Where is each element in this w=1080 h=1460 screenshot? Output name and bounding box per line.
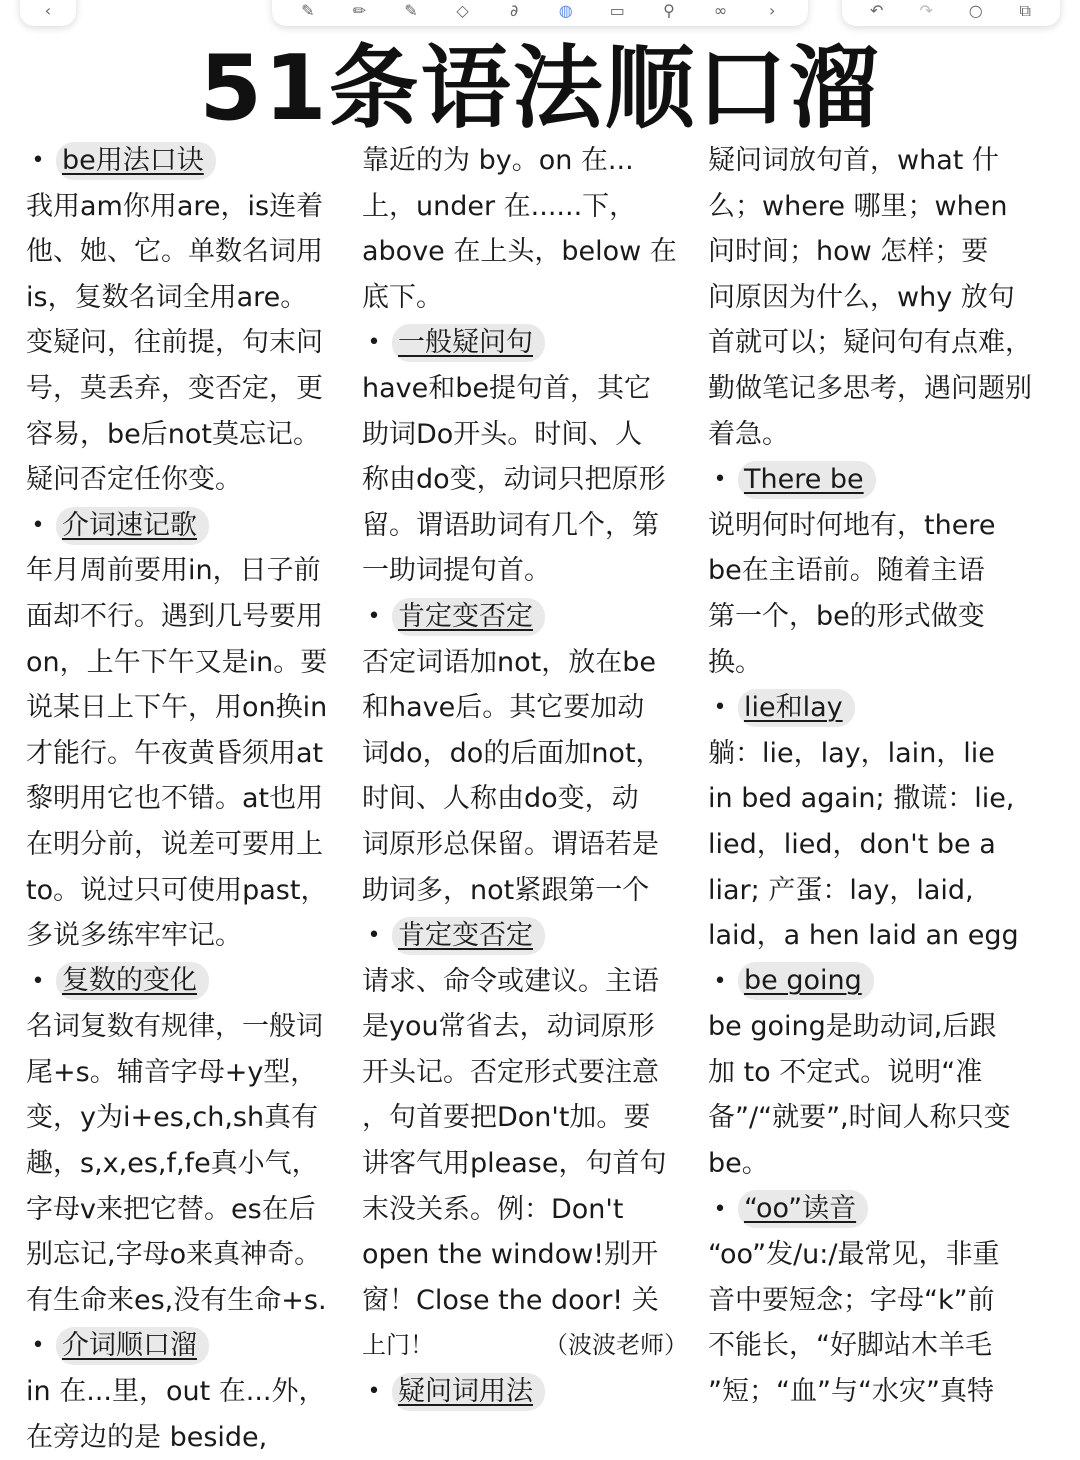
text-line: 开头记。否定形式要注意 <box>362 1056 659 1088</box>
text-line: 有生命来es,没有生命+s. <box>26 1284 327 1316</box>
text-line: 和have后。其它要加动 <box>362 692 645 724</box>
text-line: ”短；“血”与“水灾”真特 <box>708 1376 994 1408</box>
heading-label[interactable]: “oo”读音 <box>738 1190 868 1228</box>
text-line: be。 <box>708 1148 769 1180</box>
pencil-icon[interactable]: ✏ <box>352 1 367 20</box>
heading-label[interactable]: 一般疑问句 <box>392 324 545 362</box>
text-line: on，上午下午又是in。要 <box>26 646 328 678</box>
text-line: “oo”发/u:/最常见，非重 <box>708 1239 1000 1271</box>
text-line: 尾+s。辅音字母+y型， <box>26 1056 318 1088</box>
text-line: 他、她、它。单数名词用 <box>26 236 323 268</box>
heading-label[interactable]: 介词顺口溜 <box>56 1327 209 1365</box>
redo-icon[interactable]: ↷ <box>919 1 933 20</box>
text-line: 变疑问，往前提，句末问 <box>26 327 323 359</box>
text-line: 别忘记,字母o来真神奇。 <box>26 1239 322 1271</box>
section-heading <box>708 959 1068 1005</box>
section-heading <box>362 594 692 640</box>
text-line: 躺：lie，lay，lain，lie <box>708 737 995 769</box>
column-1 <box>26 138 356 1460</box>
bullet-icon: • <box>31 148 45 173</box>
text-line: is，复数名词全用are。 <box>26 281 308 313</box>
heading-label[interactable]: 疑问词用法 <box>392 1373 545 1411</box>
text-line: 讲客气用please，句首句 <box>362 1148 667 1180</box>
section-heading <box>26 1323 356 1369</box>
text-line: 名词复数有规律，一般词 <box>26 1011 323 1043</box>
heading-label[interactable]: 介词速记歌 <box>56 507 209 545</box>
bullet-icon: • <box>31 512 45 538</box>
bullet-icon: • <box>367 1379 381 1405</box>
pen-icon[interactable]: ✎ <box>301 1 315 20</box>
heading-label[interactable]: be用法口诀 <box>56 142 216 180</box>
text-line: 么；where 哪里；when <box>708 190 1008 222</box>
section-heading <box>362 320 692 366</box>
paragraph <box>362 640 692 914</box>
text-line: be在主语前。随着主语 <box>708 555 985 587</box>
text-line: 在明分前，说差可要用上 <box>26 828 323 860</box>
text-line: 换。 <box>708 646 762 678</box>
paragraph <box>26 548 356 958</box>
text-line: 说明何时何地有，there <box>708 509 996 541</box>
text-line: ，句首要把Don't加。要 <box>362 1102 651 1134</box>
bullet-icon: • <box>367 603 381 629</box>
text-line: 一助词提句首。 <box>362 555 551 587</box>
text-line: 容易，be后not莫忘记。 <box>26 418 320 450</box>
section-heading <box>26 138 356 184</box>
bullet-icon: • <box>31 1333 45 1359</box>
paragraph <box>708 1004 1068 1186</box>
section-heading <box>362 913 692 959</box>
text-line: 末没关系。例：Don't <box>362 1193 624 1225</box>
bullet-icon: • <box>713 968 727 994</box>
text-line: lied，lied，don't be a <box>708 828 996 860</box>
toolbar-tools <box>272 0 808 26</box>
text-line: 疑问词放句首，what 什 <box>708 145 999 176</box>
paragraph <box>362 138 692 320</box>
paragraph <box>708 138 1068 457</box>
bullet-icon: • <box>367 330 381 356</box>
text-line: 助词多，not紧跟第一个 <box>362 874 650 906</box>
paragraph <box>26 184 356 503</box>
column-3 <box>708 138 1068 1415</box>
text-line: 时间、人称由do变，动 <box>362 783 639 815</box>
text-line: 黎明用它也不错。at也用 <box>26 783 324 815</box>
shape-icon[interactable]: ◍ <box>558 1 573 20</box>
bullet-icon: • <box>713 1196 727 1222</box>
text-line: 着急。 <box>708 418 789 450</box>
page-title: 51条语法顺口溜 <box>199 36 881 141</box>
text-line: 趣，s,x,es,f,fe真小气， <box>26 1148 319 1180</box>
text-line: 请求、命令或建议。主语 <box>362 965 659 997</box>
text-line: in bed again; 撒谎：lie, <box>708 783 1015 815</box>
text-line: 词原形总保留。谓语若是 <box>362 828 659 860</box>
copy-icon[interactable]: ⧉ <box>1019 1 1031 20</box>
text-line: above 在上头，below 在 <box>362 236 677 268</box>
text-line: 靠近的为 by。on 在... <box>362 145 634 176</box>
paragraph <box>362 959 692 1324</box>
text-line: 否定词语加not，放在be <box>362 646 656 678</box>
text-line: 面却不行。遇到几号要用 <box>26 600 323 632</box>
text-line: 不能长，“好脚站木羊毛 <box>708 1330 992 1362</box>
text-line: 才能行。午夜黄昏须用at <box>26 737 324 769</box>
image-icon[interactable]: ▭ <box>609 1 625 20</box>
text-line: 问原因为什么，why 放句 <box>708 281 1015 313</box>
text-line: 说某日上下午，用on换in <box>26 692 328 724</box>
section-heading <box>708 457 1068 503</box>
text-line: 是you常省去，动词原形 <box>362 1011 655 1043</box>
text-line: liar; 产蛋：lay，laid, <box>708 874 974 906</box>
paragraph <box>26 1004 356 1323</box>
text-line: 字母v来把它替。es在后 <box>26 1193 316 1225</box>
heading-label[interactable]: 肯定变否定 <box>392 917 545 955</box>
text-line: 号，莫丢弃，变否定，更 <box>26 372 323 404</box>
text-line: be going是助动词,后跟 <box>708 1011 997 1043</box>
bullet-icon: • <box>31 968 45 994</box>
text-line: to。说过只可使用past， <box>26 874 328 906</box>
section-heading <box>708 685 1068 731</box>
heading-label[interactable]: be going <box>738 962 874 1000</box>
paragraph <box>708 731 1068 959</box>
mic-icon[interactable]: ⚲ <box>663 1 675 20</box>
text-line: 在旁边的是 beside, <box>26 1421 268 1453</box>
text-line: 多说多练牢牢记。 <box>26 920 242 952</box>
text-line: open the window!别开 <box>362 1239 659 1271</box>
text-line: laid，a hen laid an egg <box>708 920 1019 952</box>
text-line: 第一个，be的形式做变 <box>708 600 985 632</box>
marker-icon[interactable]: ✎ <box>404 1 418 20</box>
toolbar-right <box>842 0 1060 26</box>
heading-label[interactable]: lie和lay <box>738 689 855 727</box>
text-line: 音中要短念；字母“k”前 <box>708 1284 995 1316</box>
text-line: 问时间；how 怎样；要 <box>708 236 989 268</box>
signature: （波波老师） <box>544 1331 688 1360</box>
text-line: 变，y为i+es,ch,sh真有 <box>26 1102 319 1134</box>
heading-label[interactable]: 复数的变化 <box>56 962 209 1000</box>
circle-icon[interactable]: ○ <box>968 1 983 20</box>
text-line: 勤做笔记多思考，遇问题别 <box>708 372 1032 404</box>
toolbar <box>0 0 1080 26</box>
link-icon[interactable]: ∞ <box>713 1 728 20</box>
lasso-icon[interactable]: ∂ <box>510 1 519 20</box>
toolbar-left <box>20 0 76 26</box>
text-line-last: 上门！ <box>362 1331 434 1360</box>
text-line: 年月周前要用in，日子前 <box>26 555 321 587</box>
text-line: 留。谓语助词有几个，第 <box>362 509 659 541</box>
text-line: 我用am你用are，is连着 <box>26 190 324 222</box>
eraser-icon[interactable]: ◇ <box>456 1 469 20</box>
text-line: 疑问否定任你变。 <box>26 464 242 496</box>
heading-label[interactable]: 肯定变否定 <box>392 598 545 636</box>
back-icon[interactable]: ‹ <box>44 1 52 20</box>
text-line <box>362 1323 692 1369</box>
text-line: 加 to 不定式。说明“准 <box>708 1056 983 1088</box>
paragraph <box>362 366 692 594</box>
section-heading <box>362 1369 692 1415</box>
text-line: 首就可以；疑问句有点难， <box>708 327 1032 359</box>
text-line: 底下。 <box>362 281 443 313</box>
text-line: 备”/“就要”,时间人称只变 <box>708 1102 1011 1134</box>
section-heading <box>26 503 356 549</box>
text-line: in 在...里，out 在...外， <box>26 1376 326 1408</box>
section-heading <box>26 959 356 1005</box>
heading-label[interactable]: There be <box>738 461 876 499</box>
section-heading <box>708 1187 1068 1233</box>
bullet-icon: • <box>713 695 727 721</box>
text-line: have和be提句首，其它 <box>362 372 651 404</box>
paragraph <box>708 1232 1068 1414</box>
bullet-icon: • <box>713 467 727 493</box>
column-2 <box>362 138 692 1415</box>
undo-icon[interactable]: ↶ <box>870 1 884 20</box>
paragraph <box>708 503 1068 685</box>
bullet-icon: • <box>367 923 381 949</box>
text-line: 窗！Close the door! 关 <box>362 1284 659 1316</box>
text-line: 词do，do的后面加not， <box>362 737 663 769</box>
text-line: 上，under 在......下， <box>362 190 637 222</box>
chevron-right-icon[interactable]: › <box>768 1 776 20</box>
text-line: 助词Do开头。时间、人 <box>362 418 643 450</box>
text-line: 称由do变，动词只把原形 <box>362 464 666 496</box>
paragraph <box>26 1369 356 1460</box>
